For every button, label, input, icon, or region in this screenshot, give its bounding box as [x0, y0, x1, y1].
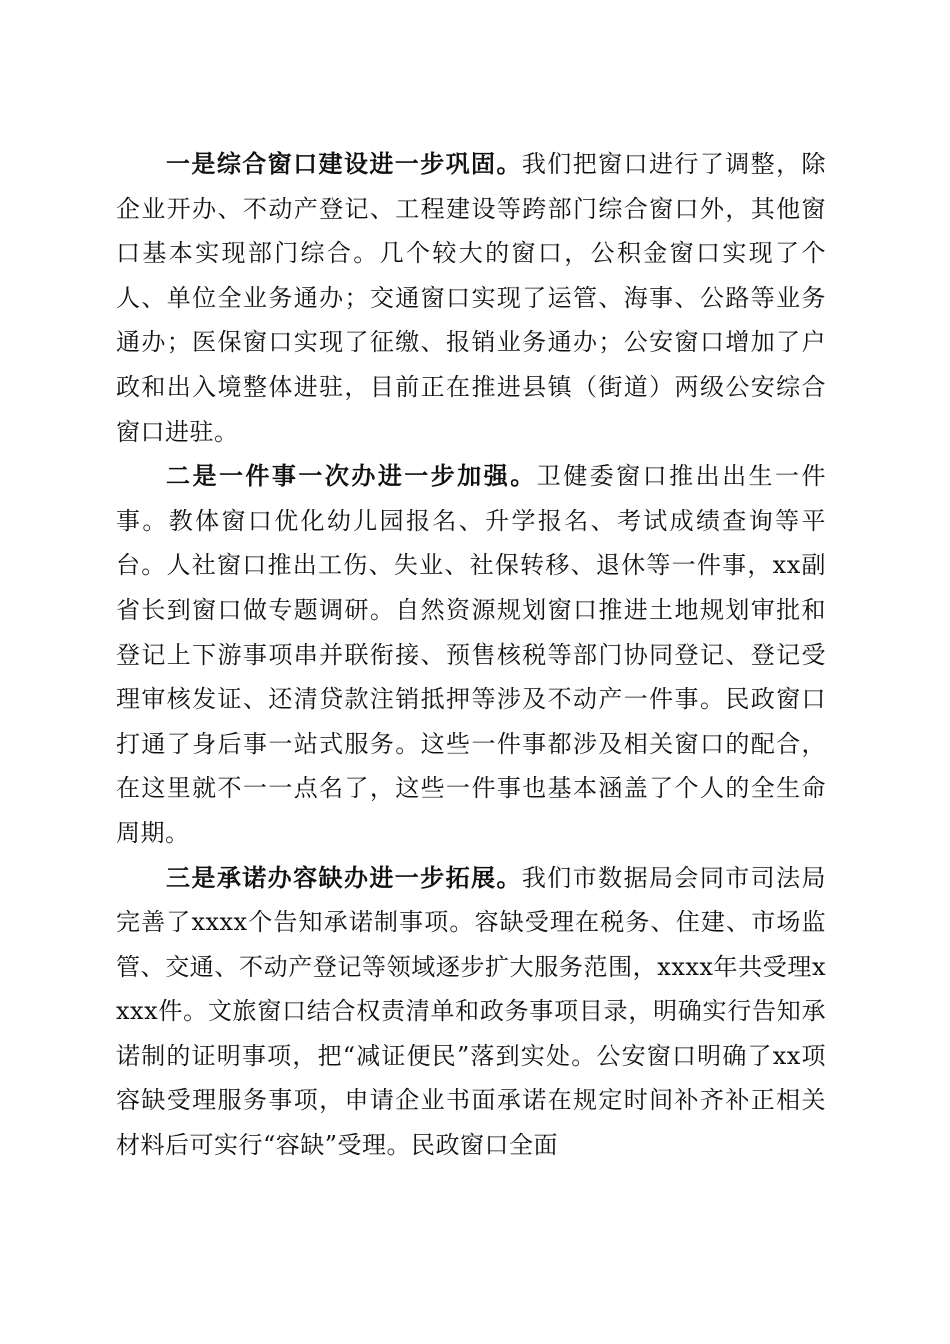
- paragraph-3-body: 我们市数据局会同市司法局完善了xxxx个告知承诺制事项。容缺受理在税务、住建、市场监管、交通、不动产登记等领域逐步扩大服务范围，xxxx年共受理xxxx件。文旅窗口结合权责清单和政务事项目录，明确实行告知承诺制的证明事项，把“减证便民”落到实处。公安窗口明确了xx项容缺受理服务事项，申请企业书面承诺在规定时间补齐补正相关材料后可实行“容缺”受理。民政窗口全面: [116, 863, 827, 1160]
- paragraph-1: [116, 142, 826, 454]
- document-page: [116, 142, 826, 1168]
- paragraph-2: [116, 454, 826, 855]
- paragraph-1-body: 我们把窗口进行了调整，除企业开办、不动产登记、工程建设等跨部门综合窗口外，其他窗口基本实现部门综合。几个较大的窗口，公积金窗口实现了个人、单位全业务通办；交通窗口实现了运管、海事、公路等业务通办；医保窗口实现了征缴、报销业务通办；公安窗口增加了户政和出入境整体进驻，目前正在推进县镇（街道）两级公安综合窗口进驻。: [116, 150, 827, 446]
- paragraph-3: [116, 856, 826, 1168]
- paragraph-2-heading: 二是一件事一次办进一步加强。: [166, 461, 537, 491]
- paragraph-1-heading: 一是综合窗口建设进一步巩固。: [166, 149, 522, 178]
- paragraph-3-heading: 三是承诺办容缺办进一步拓展。: [166, 862, 522, 892]
- paragraph-2-body: 卫健委窗口推出出生一件事。教体窗口优化幼儿园报名、升学报名、考试成绩查询等平台。人社窗口推出工伤、失业、社保转移、退休等一件事，xx副省长到窗口做专题调研。自然资源规划窗口推进土地规划审批和登记上下游事项串并联衔接、预售核税等部门协同登记、登记受理审核发证、还清贷款注销抵押等涉及不动产一件事。民政窗口打通了身后事一站式服务。这些一件事都涉及相关窗口的配合，在这里就不一一点名了，这些一件事也基本涵盖了个人的全生命周期。: [116, 462, 827, 847]
